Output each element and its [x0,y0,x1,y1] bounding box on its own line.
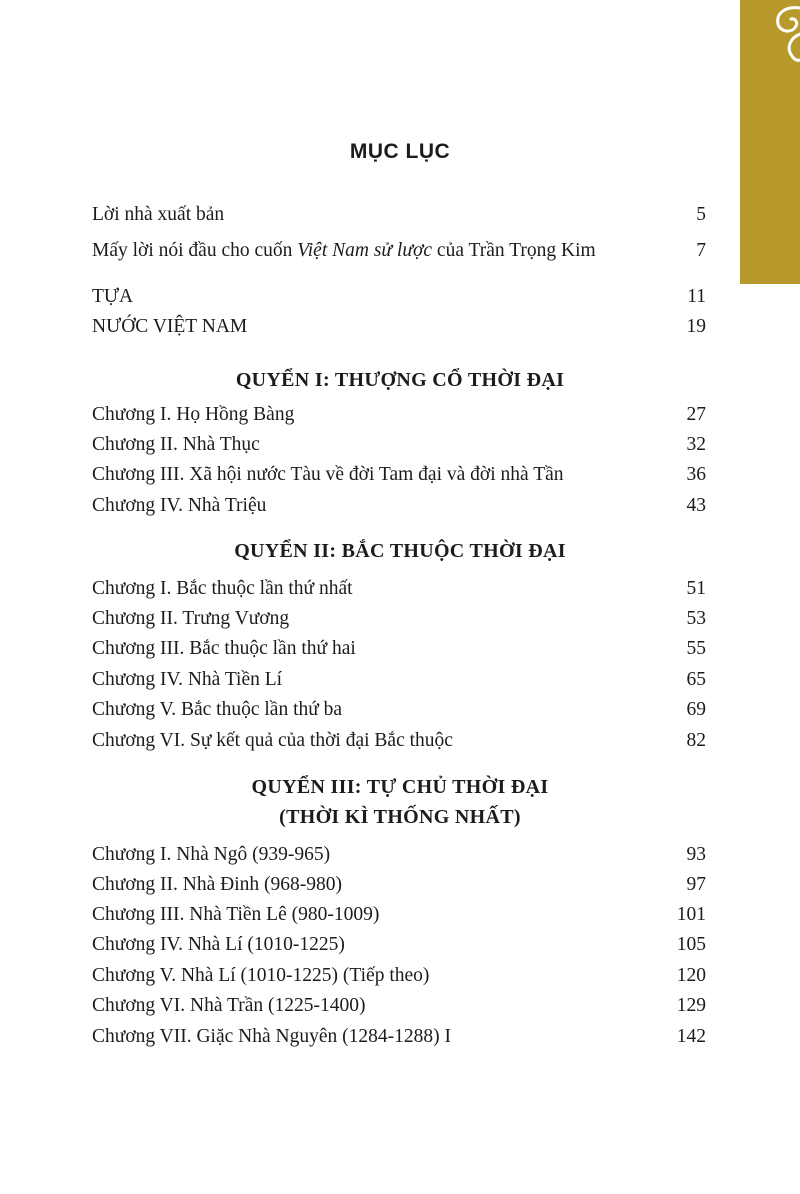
entry-title [92,282,133,312]
chapter-title: Chương III. Nhà Tiền Lê (980-1009) [92,904,380,925]
page-number: 51 [686,578,706,599]
toc-entry [92,200,706,230]
page-number: 43 [686,495,706,516]
page-number: 32 [686,434,706,455]
entry-title [92,236,596,266]
toc-entry [92,430,706,460]
part-heading: QUYỂN II: BẮC THUỘC THỜI ĐẠI [234,540,566,562]
chapter-title: Chương VII. Giặc Nhà Nguyên (1284-1288) I [92,1026,451,1047]
part-heading: QUYỂN III: TỰ CHỦ THỜI ĐẠI [251,776,549,798]
chapter-title: Chương V. Bắc thuộc lần thứ ba [92,699,343,720]
chapter-title: Chương II. Nhà Đinh (968-980) [92,874,342,895]
page-number: 129 [676,995,706,1016]
toc-entry [92,870,706,900]
page-number: 5 [696,204,706,225]
page-number: 142 [676,1026,706,1047]
chapter-title: Chương I. Nhà Ngô (939-965) [92,844,331,865]
page-number: 19 [686,316,706,337]
toc-entry [92,840,706,870]
toc-entry [92,665,706,695]
page-number: 11 [687,286,706,307]
toc-entry [92,726,706,756]
chapter-title: Chương II. Nhà Thục [92,434,260,455]
toc-entry [92,282,706,312]
page-number: 69 [686,699,706,720]
toc-entry [92,400,706,430]
toc-entry [92,961,706,991]
toc-entry [92,574,706,604]
toc-entry [92,312,706,342]
chapter-title: Chương II. Trưng Vương [92,608,290,629]
page-title: MỤC LỤC [349,140,451,163]
page-number: 55 [686,638,706,659]
chapter-title: Chương VI. Nhà Trần (1225-1400) [92,995,366,1016]
toc-entry [92,991,706,1021]
toc-entry [92,604,706,634]
part-heading: QUYỂN I: THƯỢNG CỔ THỜI ĐẠI [235,369,565,391]
entry-title-text: TỰA [92,286,134,307]
chapter-title: Chương IV. Nhà Triệu [92,495,267,516]
chapter-title: Chương I. Bắc thuộc lần thứ nhất [92,578,353,599]
page-number: 93 [686,844,706,865]
entry-title [92,200,224,230]
entry-title-text: Lời nhà xuất bản [92,204,225,225]
book-title: Việt Nam sử lược [297,240,433,261]
toc-entry [92,491,706,521]
toc-entry [92,236,706,266]
cloud-ornament-icon [740,0,800,70]
chapter-title: Chương IV. Nhà Lí (1010-1225) [92,934,345,955]
page-number: 105 [676,934,706,955]
part-subheading: (THỜI KÌ THỐNG NHẤT) [279,806,521,828]
page-number: 82 [686,730,706,751]
toc-entry [92,900,706,930]
page-number: 101 [676,904,706,925]
toc-entry [92,460,706,490]
page-number: 97 [686,874,706,895]
page-number: 36 [686,464,706,485]
chapter-title: Chương III. Bắc thuộc lần thứ hai [92,638,356,659]
toc-entry [92,695,706,725]
entry-title-text: của Trần Trọng Kim [432,240,596,261]
page-number: 120 [676,965,706,986]
toc-entry [92,930,706,960]
page-number: 53 [686,608,706,629]
page-number: 65 [686,669,706,690]
page-number: 27 [686,404,706,425]
entry-title-text: NƯỚC VIỆT NAM [92,316,248,337]
chapter-title: Chương IV. Nhà Tiền Lí [92,669,283,690]
chapter-title: Chương VI. Sự kết quả của thời đại Bắc thuộc [92,730,453,751]
entry-title-text: Mấy lời nói đầu cho cuốn [92,240,298,261]
page-number: 7 [696,240,706,261]
toc-entry [92,1022,706,1052]
chapter-title: Chương I. Họ Hồng Bàng [92,404,295,425]
toc-entry [92,634,706,664]
entry-title [92,312,247,342]
chapter-title: Chương III. Xã hội nước Tàu về đời Tam đại và đời nhà Tần [92,464,564,485]
chapter-title: Chương V. Nhà Lí (1010-1225) (Tiếp theo) [92,965,430,986]
